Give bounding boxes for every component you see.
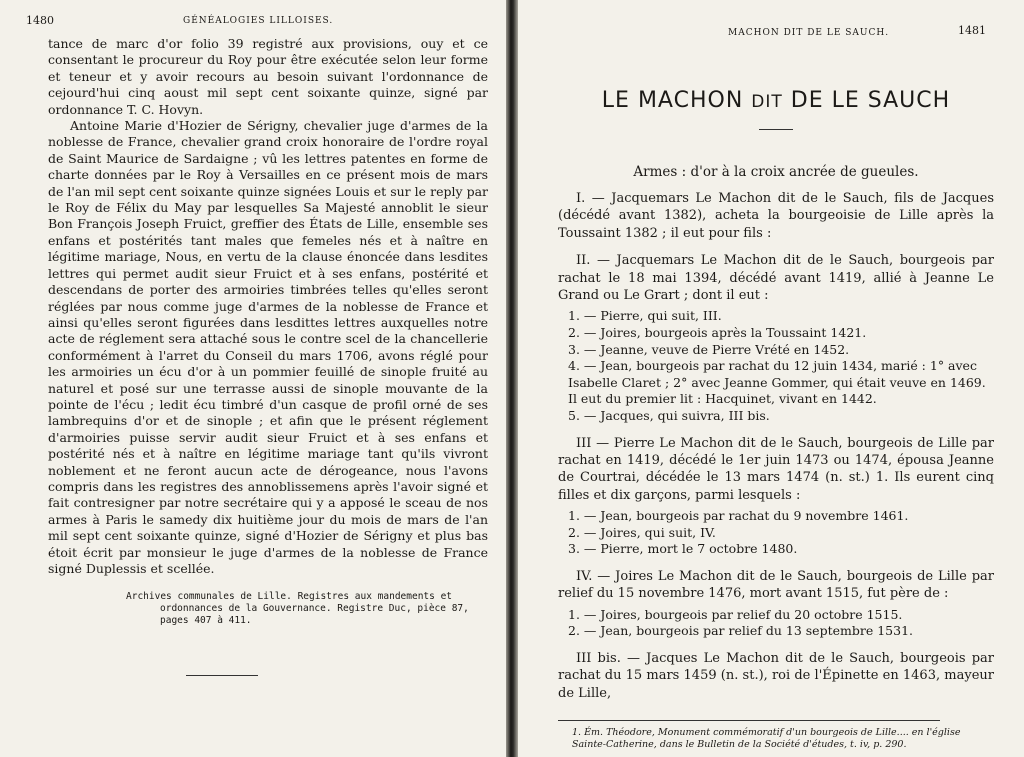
generation-2: II. — Jacquemars Le Machon dit de le Sauch, bourgeois par rachat le 18 mai 1394, décédé avant 1419, allié à Jeanne Le Grand ou Le Grart ; dont il eut : <box>558 253 994 304</box>
right-page-number: 1481 <box>958 24 986 37</box>
list-item: 1. — Joires, bourgeois par relief du 20 octobre 1515. <box>568 606 903 622</box>
left-paragraph-2: Antoine Marie d'Hozier de Sérigny, chevalier juge d'armes de la noblesse de France, chevalier grand croix honoraire de l'ordre royal de Saint Maurice de Sardaigne ; vû les lettres patentes en forme de charte données par le Roy à Versailles en ce présent mois de mars de l'an mil sept cent soixante quinze signées Louis et sur le reply par le Roy de Félix du May par lesquelles Sa Majesté annoblit le sieur Bon François Joseph Fruict, greffier des États de Lille, ensemble ses enfans et postérités tant males que femeles nés et à naître en légitime mariage, Nous, en vertu de la clause énoncée dans lesdites lettres qui permet audit sieur Fruict et à ses enfans, postérité et descendans de porter des armoiries timbrées telles qu'elles seront réglées par nous comme juge d'armes de la noblesse de France et ainsi qu'elles seront figurées dans lesdittes lettres auxquelles notre acte de réglement sera attaché sous le contre scel de la chancellerie conformément à l'arret du Conseil du mars 1706, avons réglé pour les armoiries un écu d'or à un pommier feuillé de sinople fruité au naturel et posé sur une terrasse aussi de sinople mouvante de la pointe de l'écu ; ledit écu timbré d'un casque de profil orné de ses lambrequins d'or et de sinople ; et afin que le présent réglement d'armoiries puisse servir audit sieur Fruict et à ses enfans et postérité nés et à naître en légitime mariage tant qu'ils vivront noblement et ne feront aucun acte de dérogeance, nous l'avons compris dans les registres des annoblissemens après l'avoir signé et fait contresigner par notre secrétaire qui y a apposé le sceau de nos armes à Paris le samedy dix huitième jour du mois de mars de l'an mil sept cent soixante quinze, signé d'Hozier de Sérigny et plus bas étoit écrit par monsieur le juge d'armes de la noblesse de France signé Duplessis et scellée. <box>48 118 488 576</box>
archives-line-3: pages 407 à 411. <box>160 615 252 627</box>
generation-1: I. — Jacquemars Le Machon dit de le Sauch, fils de Jacques (décédé avant 1382), acheta la bourgeoisie de Lille après la Toussaint 1382 ; il eut pour fils : <box>558 191 994 241</box>
list-item: 2. — Joires, qui suit, IV. <box>568 524 716 540</box>
generation-3-children <box>558 508 994 558</box>
list-item: 1. — Jean, bourgeois par rachat du 9 novembre 1461. <box>568 508 909 524</box>
generation-4-children <box>558 607 994 640</box>
list-item: 2. — Jean, bourgeois par relief du 13 septembre 1531. <box>568 623 913 639</box>
list-item: 4. — Jean, bourgeois par rachat du 12 juin 1434, marié : 1° avec Isabelle Claret ; 2° avec Jeanne Gommer, qui était veuve en 1469. Il eut du premier lit : Hacquinet, vivant en 1442. <box>568 358 986 407</box>
archives-line-1: Archives communales de Lille. Registres aux mandements et <box>126 591 453 603</box>
chapter-title-part-1: LE MACHON <box>601 88 752 113</box>
end-rule <box>186 675 258 676</box>
right-page <box>518 0 1024 757</box>
left-running-title: GÉNÉALOGIES LILLOISES. <box>183 16 334 26</box>
left-page <box>0 0 506 757</box>
generation-3: III — Pierre Le Machon dit de le Sauch, bourgeois de Lille par rachat en 1419, décédé le 1er juin 1473 ou 1474, épousa Jeanne de Courtrai, décédée le 13 mars 1474 (n. st.) 1. Ils eurent cinq filles et dix garçons, parmi lesquels : <box>558 435 994 503</box>
coat-of-arms-line: Armes : d'or à la croix ancrée de gueules. <box>633 164 919 180</box>
left-body <box>48 36 488 577</box>
left-page-number: 1480 <box>26 14 54 27</box>
list-item: 3. — Jeanne, veuve de Pierre Vrété en 1452. <box>568 341 850 357</box>
left-paragraph-1: tance de marc d'or folio 39 registré aux provisions, ouy et ce consentant le procureur du Roy pour être exécutée selon leur forme et teneur et y avoir recours au besoin suivant l'ordonnance de cejourd'hui cinq aoust mil sept cent soixante quinze, signé par ordonnance T. C. Hovyn. <box>48 36 488 117</box>
title-rule <box>759 129 793 130</box>
footnote: 1. Ém. Théodore, Monument commémoratif d'un bourgeois de Lille.... en l'église Sainte-Catherine, dans le Bulletin de la Société d'études, t. iv, p. 290. <box>572 727 961 751</box>
chapter-title <box>558 88 994 113</box>
archives-citation <box>126 591 488 627</box>
footnote-rule <box>558 720 940 721</box>
chapter-title-part-3: DE LE SAUCH <box>782 88 951 113</box>
generation-3-bis: III bis. — Jacques Le Machon dit de le Sauch, bourgeois par rachat du 15 mars 1459 (n. st.), roi de l'Épinette en 1463, mayeur de Lille, <box>558 651 994 701</box>
generation-4: IV. — Joires Le Machon dit de le Sauch, bourgeois de Lille par relief du 15 novembre 1476, mort avant 1515, fut père de : <box>558 569 994 602</box>
list-item: 1. — Pierre, qui suit, III. <box>568 308 722 324</box>
generation-2-children <box>558 308 994 424</box>
right-body <box>558 190 994 702</box>
right-running-head <box>558 18 994 40</box>
list-item: 3. — Pierre, mort le 7 octobre 1480. <box>568 541 798 557</box>
right-running-title: MACHON DIT DE LE SAUCH. <box>728 28 890 38</box>
list-item: 5. — Jacques, qui suivra, III bis. <box>568 408 770 423</box>
book-gutter <box>506 0 518 757</box>
chapter-title-part-2: DIT <box>751 92 783 112</box>
archives-line-2: ordonnances de la Gouvernance. Registre Duc, pièce 87, <box>160 603 469 615</box>
left-running-head <box>26 14 488 36</box>
list-item: 2. — Joires, bourgeois après la Toussaint 1421. <box>568 325 867 341</box>
